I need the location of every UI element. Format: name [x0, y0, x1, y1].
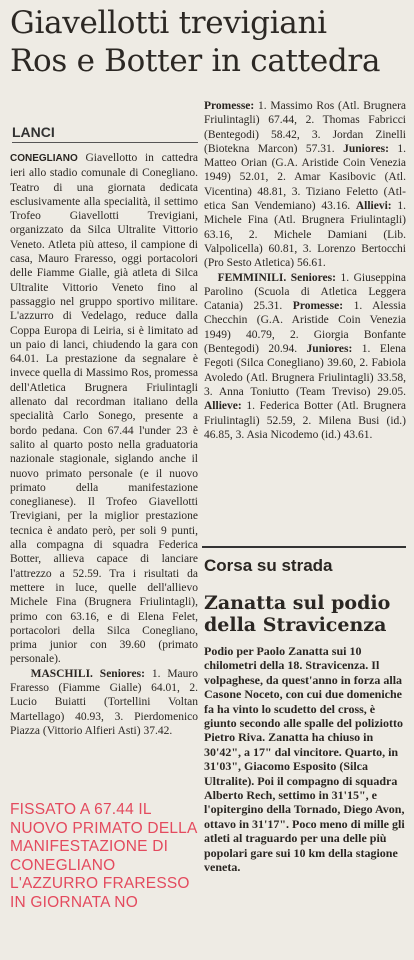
- corsa-headline: Zanatta sul podio della Stravicenza: [204, 592, 391, 636]
- promesse-f-label: Promesse:: [292, 300, 344, 313]
- corsa-section-label: Corsa su strada: [204, 556, 333, 575]
- section-label: LANCI: [12, 124, 198, 143]
- promesse-m-label: Promesse:: [204, 100, 255, 112]
- juniores-m-label: Juniores:: [343, 142, 389, 155]
- allievi-text: 1. Michele Fina (Atl. Brugnera Friulintagli) 63.16, 2. Michele Damiani (Lib. Valpolicella) 60.81, 3. Lorenzo Bertocchi (Pro Sesto Atletica) 56.61.: [204, 200, 407, 270]
- pullquote: FISSATO A 67.44 IL NUOVO PRIMATO DELLA MANIFESTAZIONE DI CONEGLIANO L'AZZURRO FRARESSO IN GIORNATA NO: [10, 801, 197, 911]
- allieve-text: 1. Federica Botter (Atl. Brugnera Friulintagli) 52.59, 2. Milena Busi (id.) 46.85, 3. Asia Nicodemo (id.) 43.61.: [204, 400, 406, 441]
- section-divider: [202, 546, 406, 548]
- femminili-text: 1. Giuseppina Parolino (Scuola di Atletica Leggera Catania) 25.31.: [204, 271, 406, 313]
- article-lead: [10, 151, 198, 667]
- promesse-m-text: 1. Massimo Ros (Atl. Brugnera Friulintagli) 67.44, 2. Thomas Fabricci (Bentegodi) 58.42, 3. Jordan Zinelli (Biotekna Marcon) 57.31.: [204, 100, 406, 155]
- juniores-f-text: 1. Elena Fegoti (Silca Conegliano) 39.60, 2. Fabiola Avoledo (Atl. Brugnera Friulintagli) 33.58, 3. Anna Toniutto (Team Treviso) 29.05.: [204, 343, 407, 398]
- allievi-label: Allievi:: [355, 200, 392, 213]
- corsa-body: Podio per Paolo Zanatta sui 10 chilometri della 18. Stravicenza. Il volpaghese, da quest'anno in forza alla Casone Noceto, con cui due domeniche fa ha vinto lo scudetto del cross, è giunto secondo alle spalle del poliziotto Pietro Riva. Zanatta ha chiuso in 30'42", a 17" dal vincitore. Quarto, in 31'03", Giacomo Esposito (Silca Ultralite). Poi il compagno di squadra Alberto Rech, settimo in 31'15", e l'opitergino della Tornado, Diego Avon, ottavo in 31'17". Poco meno di mille gli atleti al traguardo per una delle più popolari gare sui 10 km della stagione veneta.: [204, 644, 405, 875]
- dateline: CONEGLIANO: [10, 153, 78, 164]
- article-column-right: [204, 99, 406, 442]
- maschili-text: 1. Mauro Fraresso (Fiamme Gialle) 64.01, 2. Lucio Buiatti (Tortellini Voltan Martellago) 40.93, 3. Pierdomenico Piazza (Vittorio Alfieri Asti) 37.42.: [10, 667, 198, 737]
- juniores-m-text: 1. Matteo Orian (G.A. Aristide Coin Venezia 1949) 52.01, 2. Amar Kasibovic (Atl. Vicentina) 48.81, 3. Tiziano Feletto (Atl-etica San Vendemiano) 43.16.: [204, 142, 406, 213]
- article-column-left: [10, 151, 198, 738]
- allieve-label: Allieve:: [204, 400, 242, 413]
- results-continued: [204, 99, 406, 271]
- results-maschili: [10, 667, 198, 738]
- juniores-f-label: Juniores:: [306, 343, 353, 356]
- article-lead-text: Giavellotto in cattedra ieri allo stadio comunale di Conegliano. Teatro di una giornata dedicata esclusivamente alla specialità, il settimo Trofeo Giavellotti Trevigiani, organizzato da Silca Ultralite Vittorio Veneto. Atleta più atteso, il campione di casa, Mauro Fraresso, oggi portacolori delle Fiamme Gialle, già atleta di Silca Ultralite Vittorio Veneto fino al passaggio nel gruppo sportivo militare. L'azzurro di Vedelago, reduce dalla Coppa Europa di Leiria, si è limitato ad un paio di lanci, chiudendo la gara con 64.01. La prestazione da segnalare è invece quella di Massimo Ros, promessa dell'Atletica Brugnera Friulintagli allenato dal recordman italiano della specialità Carlo Sonego, presente a bordo pedana. Con 67.44 l'under 23 è salito al quarto posto nella graduatoria nazionale stagionale, siglando anche il nuovo primato personale (e il nuovo primato della manifestazione coneglianese). Il Trofeo Giavellotti Trevigiani, per la miglior prestazione tecnica è andato però, per soli 9 punti, alla compagna di squadra Federica Botter, allieva capace di lanciare l'attrezzo a 52.59. Tra i risultati da mettere in luce, quelle dell'allievo Michele Fina (Brugnera Friulintagli), primo con 63.16, e di Elena Felet, portacolori della Silca Conegliano, prima junior con 39.60 (primato personale).: [10, 152, 198, 666]
- femminili-label: FEMMINILI. Seniores:: [217, 271, 336, 284]
- headline-line-1: Giavellotti trevigiani: [10, 5, 327, 41]
- maschili-label: MASCHILI. Seniores:: [30, 667, 145, 680]
- promesse-f-text: 1. Alessia Checchin (G.A. Aristide Coin Venezia 1949) 40.79, 2. Giorgia Bonfante (Bentegodi) 20.94.: [204, 300, 406, 356]
- results-femminili: [204, 271, 406, 443]
- corsa-article: [204, 644, 406, 875]
- headline-line-2: Ros e Botter in cattedra: [10, 43, 381, 79]
- headline: [10, 4, 406, 80]
